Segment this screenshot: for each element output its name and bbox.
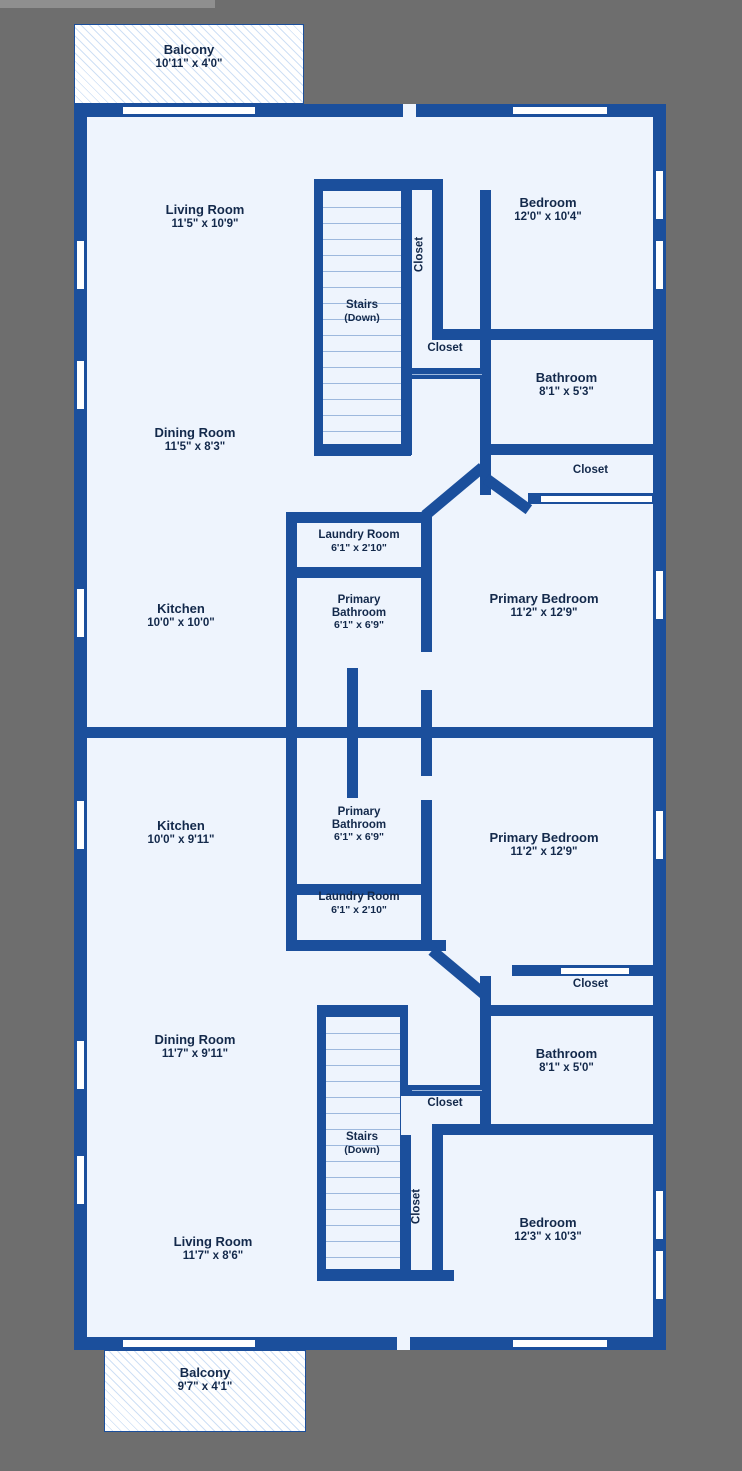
upper-wall-bathroom-bottom <box>480 444 653 455</box>
upper-closet2-opening <box>540 495 653 503</box>
window-right-6 <box>655 1250 664 1300</box>
upper-wall-stair-right <box>432 179 443 331</box>
upper-wall-closet-strip <box>401 179 412 455</box>
lower-closet-vertical-label: Closet <box>410 1188 423 1225</box>
lower-primary-bedroom-label: Primary Bedroom 11'2" x 12'9" <box>489 830 599 858</box>
upper-wall-laundry-bottom <box>286 567 432 578</box>
upper-wall-stair-bottom <box>314 445 411 456</box>
upper-wall-primarybath-right2 <box>421 690 432 728</box>
lower-wall-laundry-left <box>286 738 297 951</box>
lower-laundry-label: Laundry Room 6'1" x 2'10" <box>318 891 400 916</box>
door-swing-1 <box>412 374 482 375</box>
door-swing-2 <box>412 1090 482 1091</box>
window-left-2 <box>76 360 85 410</box>
window-left-1 <box>76 240 85 290</box>
primary-bathroom-line1: Primary <box>337 594 381 606</box>
upper-wall-stair-top <box>314 179 443 190</box>
upper-wall-primarybath-stub <box>347 668 358 728</box>
lower-wall-stair-bottom <box>317 1270 408 1281</box>
upper-living-room-label: Living Room 11'5" x 10'9" <box>165 202 245 230</box>
door-opening-top-center <box>403 104 416 117</box>
upper-primary-bedroom-label: Primary Bedroom 11'2" x 12'9" <box>489 591 599 619</box>
lower-wall-bedroom-closet-bottom <box>400 1270 454 1281</box>
lower-stairs-label: Stairs (Down) <box>344 1131 380 1156</box>
window-bottom-left <box>122 1339 256 1348</box>
lower-wall-primarybath-stub <box>347 738 358 798</box>
upper-primary-bathroom-text <box>290 594 428 631</box>
upper-closet-label-1: Closet <box>427 342 463 354</box>
upper-dining-room-label: Dining Room 11'5" x 8'3" <box>154 425 236 453</box>
window-right-1 <box>655 170 664 220</box>
top-grey-bar <box>0 0 215 8</box>
upper-bathroom-label: Bathroom 8'1" x 5'3" <box>535 370 598 398</box>
party-wall <box>74 727 666 738</box>
window-top-right <box>512 106 608 115</box>
balcony-bottom-label: Balcony 9'7" x 4'1" <box>177 1365 233 1393</box>
lower-wall-stair-top <box>317 1005 408 1016</box>
window-right-5 <box>655 1190 664 1240</box>
window-bottom-right <box>512 1339 608 1348</box>
window-left-5 <box>76 1040 85 1090</box>
lower-wall-bedroom-left2 <box>400 1135 411 1280</box>
door-opening-bottom-center <box>397 1337 410 1350</box>
upper-bedroom-label: Bedroom 12'0" x 10'4" <box>514 195 582 223</box>
upper-closet-vertical-label: Closet <box>413 236 426 273</box>
lower-closet-label-1: Closet <box>427 1097 463 1109</box>
window-right-2 <box>655 240 664 290</box>
lower-kitchen-label: Kitchen 10'0" x 9'11" <box>147 818 215 846</box>
primary-bathroom-dims: 6'1" x 6'9" <box>334 831 384 843</box>
window-right-3 <box>655 570 664 620</box>
lower-wall-bedroom-left <box>432 1135 443 1280</box>
upper-kitchen-label: Kitchen 10'0" x 10'0" <box>147 601 215 629</box>
window-top-left <box>122 106 256 115</box>
lower-primary-bathroom-label <box>290 806 428 843</box>
upper-closet-label-2: Closet <box>572 464 609 476</box>
lower-dining-room-label: Dining Room 11'7" x 9'11" <box>154 1032 236 1060</box>
primary-bathroom-line2: Bathroom <box>331 607 387 619</box>
primary-bathroom-line2: Bathroom <box>331 819 387 831</box>
lower-wall-bathroom-top <box>480 1005 653 1016</box>
upper-stairs-label: Stairs (Down) <box>344 299 380 324</box>
balcony-top-label: Balcony 10'11" x 4'0" <box>155 42 223 70</box>
upper-wall-laundry-top <box>286 512 432 523</box>
lower-closet-label-2: Closet <box>572 978 609 990</box>
upper-laundry-label: Laundry Room 6'1" x 2'10" <box>318 529 400 554</box>
upper-wall-bedroom-bottom <box>432 329 653 340</box>
window-left-6 <box>76 1155 85 1205</box>
lower-wall-bedroom-top <box>432 1124 653 1135</box>
window-right-4 <box>655 810 664 860</box>
primary-bathroom-line1: Primary <box>337 806 381 818</box>
lower-bedroom-label: Bedroom 12'3" x 10'3" <box>514 1215 582 1243</box>
lower-wall-primarybath-right2 <box>421 738 432 776</box>
primary-bathroom-dims: 6'1" x 6'9" <box>334 619 384 631</box>
lower-living-room-label: Living Room 11'7" x 8'6" <box>173 1234 253 1262</box>
lower-closet2-opening <box>560 967 630 975</box>
lower-bathroom-label: Bathroom 8'1" x 5'0" <box>535 1046 598 1074</box>
